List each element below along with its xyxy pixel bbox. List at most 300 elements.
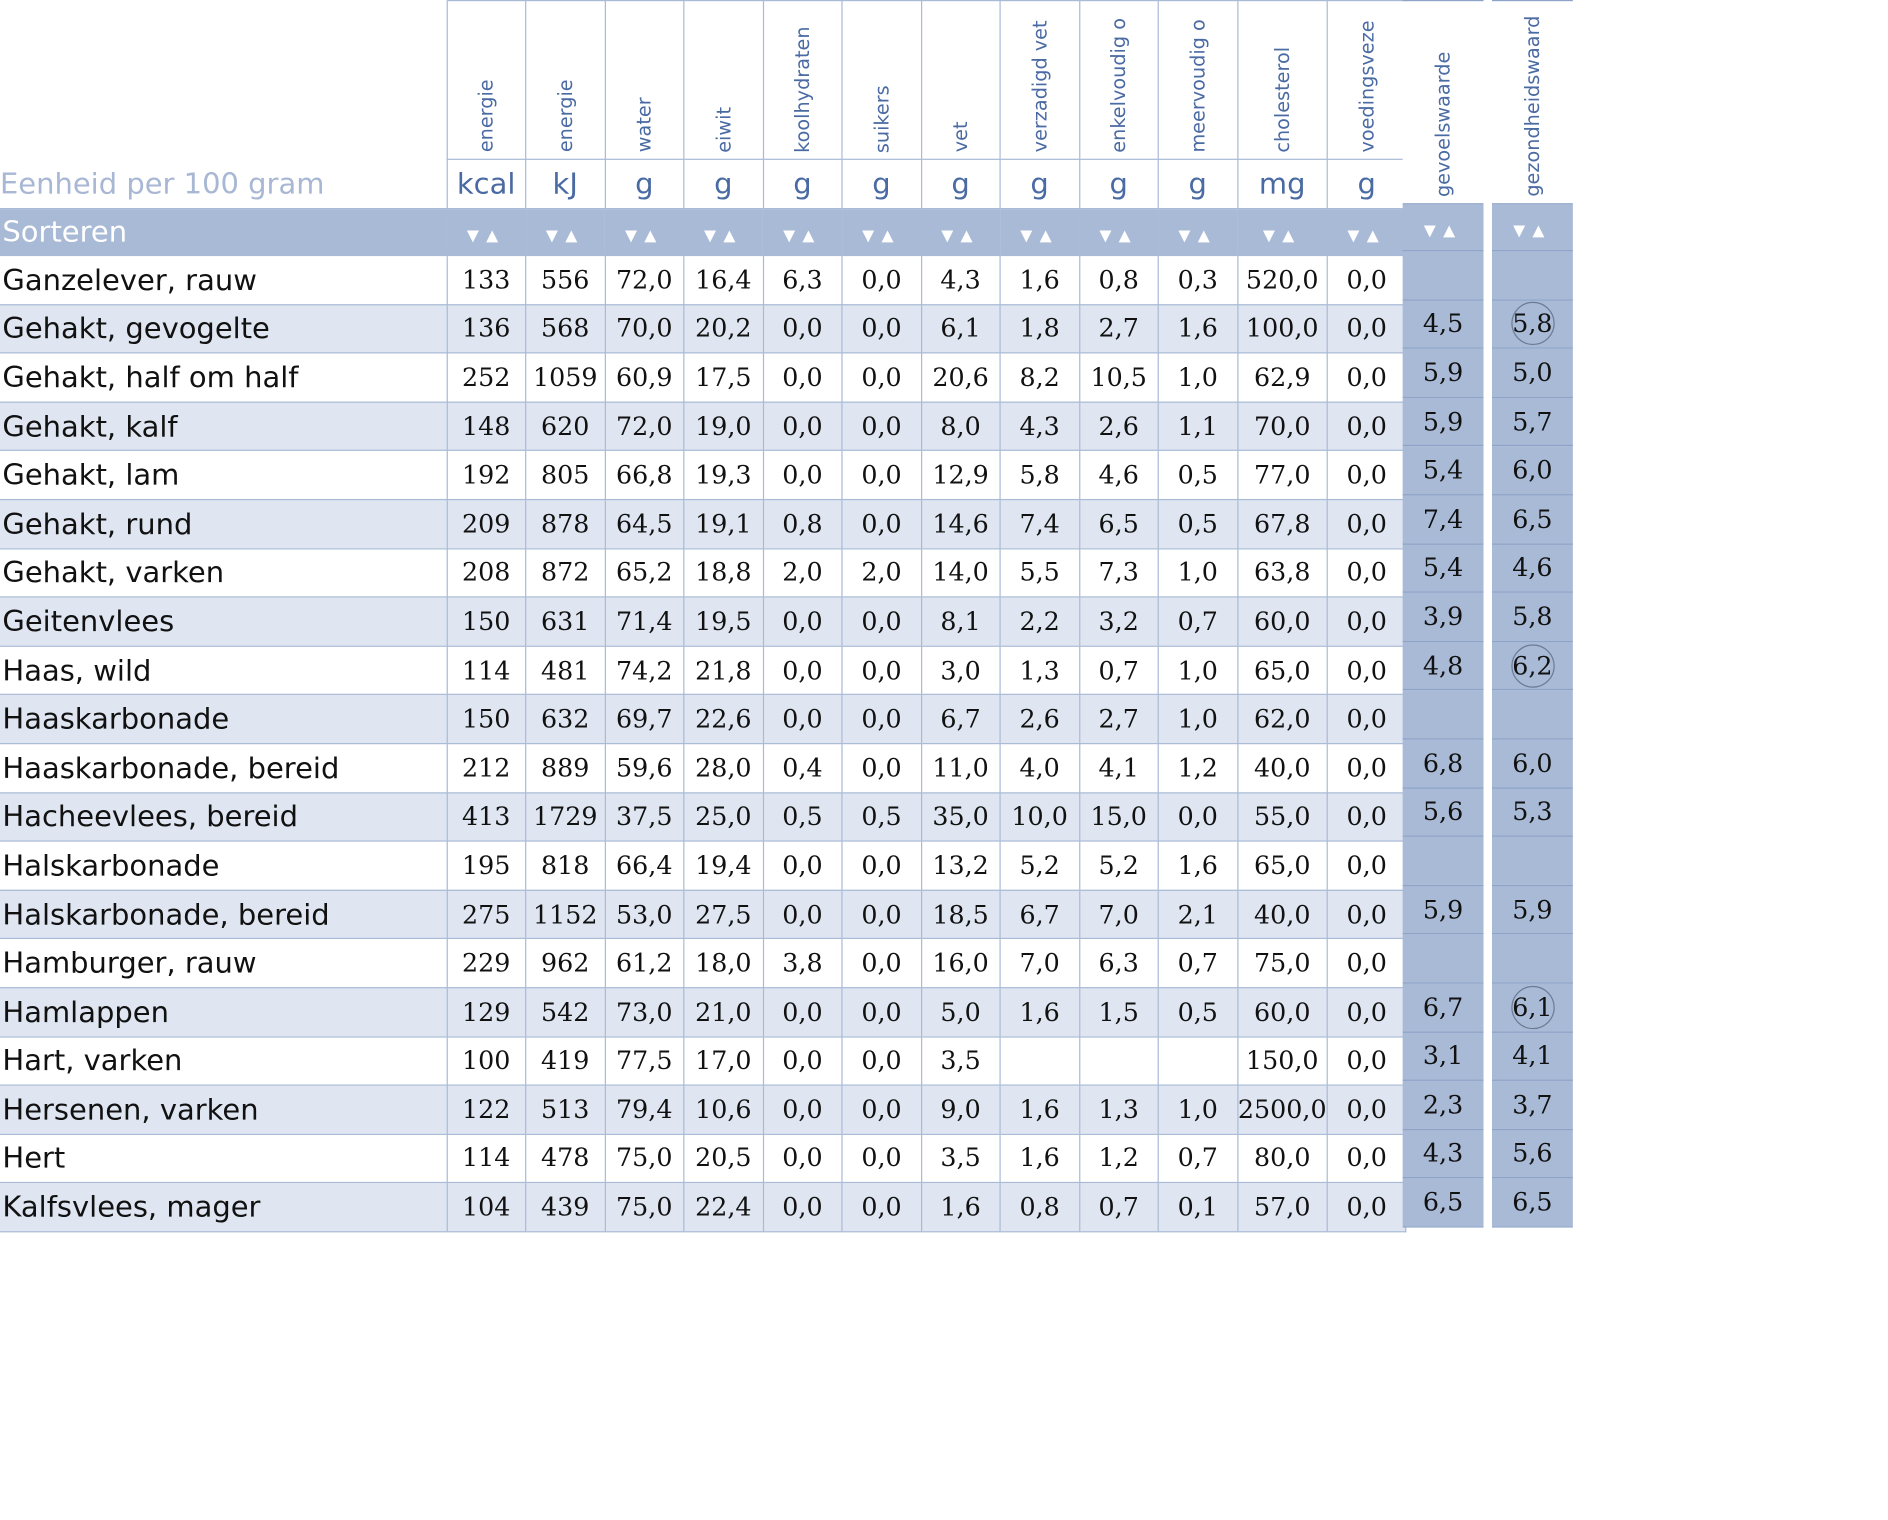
gezondheidswaarde-cell: 6,5 — [1492, 1178, 1573, 1227]
value-cell: 413 — [447, 792, 526, 841]
table-row — [0, 939, 1406, 988]
value-cell: 209 — [447, 500, 526, 549]
sort-cell — [1079, 209, 1158, 256]
value-cell: 19,5 — [684, 597, 763, 646]
score-row — [1403, 983, 1573, 1032]
value-cell: 0,0 — [1327, 1036, 1406, 1085]
value-cell: 129 — [447, 988, 526, 1037]
score-row — [1403, 348, 1573, 397]
value-cell: 20,2 — [684, 304, 763, 353]
value-cell: 18,0 — [684, 939, 763, 988]
value-cell: 75,0 — [605, 1134, 684, 1183]
value-cell: 6,7 — [1000, 890, 1079, 939]
value-cell: 192 — [447, 451, 526, 500]
value-cell: 4,0 — [1000, 744, 1079, 793]
gezondheidswaarde-cell: 5,9 — [1492, 885, 1573, 934]
value-cell: 53,0 — [605, 890, 684, 939]
sort-toggle-icon[interactable]: ▼▲ — [624, 227, 664, 246]
value-cell: 1,0 — [1158, 548, 1237, 597]
value-cell: 20,6 — [921, 353, 1000, 402]
gevoelswaarde-cell: 6,5 — [1403, 1178, 1484, 1227]
value-cell: 872 — [526, 548, 605, 597]
food-name: Gehakt, varken — [0, 548, 447, 597]
value-cell: 7,0 — [1079, 890, 1158, 939]
value-cell: 6,7 — [921, 695, 1000, 744]
value-cell: 10,6 — [684, 1085, 763, 1134]
value-cell: 0,0 — [763, 890, 842, 939]
gevoelswaarde-cell: 5,6 — [1403, 788, 1484, 837]
value-cell: 7,3 — [1079, 548, 1158, 597]
value-cell: 20,5 — [684, 1134, 763, 1183]
value-cell: 0,0 — [1327, 792, 1406, 841]
value-cell: 148 — [447, 402, 526, 451]
value-cell: 0,0 — [842, 890, 921, 939]
value-cell: 61,2 — [605, 939, 684, 988]
gezondheidswaarde-cell — [1492, 836, 1573, 885]
sort-label: Sorteren — [0, 209, 447, 256]
score-gap — [1484, 251, 1492, 300]
value-cell: 0,5 — [1158, 451, 1237, 500]
value-cell: 3,2 — [1079, 597, 1158, 646]
gezondheidswaarde-cell: 3,7 — [1492, 1080, 1573, 1129]
score-gap — [1484, 446, 1492, 495]
value-cell: 2,2 — [1000, 597, 1079, 646]
value-cell: 1,6 — [1000, 255, 1079, 304]
value-cell: 0,0 — [1327, 646, 1406, 695]
value-cell: 0,4 — [763, 744, 842, 793]
value-cell: 0,7 — [1158, 1134, 1237, 1183]
column-header-label: eiwit — [711, 106, 735, 153]
value-cell: 63,8 — [1237, 548, 1327, 597]
sort-cell — [1237, 209, 1327, 256]
gevoelswaarde-cell: 5,4 — [1403, 544, 1484, 593]
value-cell: 6,1 — [921, 304, 1000, 353]
value-cell: 5,8 — [1000, 451, 1079, 500]
value-cell: 0,0 — [1327, 939, 1406, 988]
value-cell: 19,1 — [684, 500, 763, 549]
value-cell: 195 — [447, 841, 526, 890]
value-cell: 8,2 — [1000, 353, 1079, 402]
value-cell: 100,0 — [1237, 304, 1327, 353]
value-cell: 3,5 — [921, 1134, 1000, 1183]
value-cell: 0,0 — [1327, 548, 1406, 597]
sort-cell — [1492, 204, 1573, 251]
value-cell: 16,0 — [921, 939, 1000, 988]
value-cell: 65,0 — [1237, 646, 1327, 695]
value-cell: 0,0 — [842, 402, 921, 451]
value-cell: 208 — [447, 548, 526, 597]
gezondheidswaarde-cell: 6,5 — [1492, 495, 1573, 544]
table-row — [0, 1085, 1406, 1134]
unit-cell: g — [763, 159, 842, 208]
value-cell: 28,0 — [684, 744, 763, 793]
value-cell: 1,6 — [1158, 304, 1237, 353]
food-name: Hersenen, varken — [0, 1085, 447, 1134]
value-cell: 0,8 — [763, 500, 842, 549]
value-cell: 439 — [526, 1183, 605, 1232]
food-name: Hamlappen — [0, 988, 447, 1037]
value-cell: 0,0 — [842, 597, 921, 646]
sort-cell — [605, 209, 684, 256]
gevoelswaarde-cell: 5,9 — [1403, 348, 1484, 397]
column-header — [1079, 1, 1158, 160]
value-cell: 1059 — [526, 353, 605, 402]
sort-toggle-icon[interactable]: ▼▲ — [466, 227, 506, 246]
value-cell: 542 — [526, 988, 605, 1037]
table-row — [0, 500, 1406, 549]
unit-cell: kcal — [447, 159, 526, 208]
sort-cell — [1403, 204, 1484, 251]
value-cell: 0,8 — [1000, 1183, 1079, 1232]
value-cell: 13,2 — [921, 841, 1000, 890]
value-cell: 6,3 — [763, 255, 842, 304]
value-cell: 1,0 — [1158, 646, 1237, 695]
value-cell: 0,0 — [842, 646, 921, 695]
score-row — [1403, 251, 1573, 300]
value-cell: 122 — [447, 1085, 526, 1134]
value-cell: 19,4 — [684, 841, 763, 890]
column-header — [605, 1, 684, 160]
table-row — [0, 841, 1406, 890]
table-row — [0, 597, 1406, 646]
value-cell: 0,3 — [1158, 255, 1237, 304]
value-cell: 818 — [526, 841, 605, 890]
sort-toggle-icon[interactable]: ▼▲ — [545, 227, 585, 246]
gezondheidswaarde-cell: 5,0 — [1492, 348, 1573, 397]
value-cell: 1,2 — [1079, 1134, 1158, 1183]
score-gap — [1484, 983, 1492, 1032]
sort-cell — [1000, 209, 1079, 256]
value-cell: 1,3 — [1000, 646, 1079, 695]
value-cell: 1,6 — [1000, 988, 1079, 1037]
value-cell: 59,6 — [605, 744, 684, 793]
sort-toggle-icon[interactable]: ▼▲ — [1513, 222, 1552, 241]
value-cell: 4,3 — [921, 255, 1000, 304]
value-cell: 21,8 — [684, 646, 763, 695]
value-cell: 0,0 — [763, 841, 842, 890]
food-name: Gehakt, lam — [0, 451, 447, 500]
value-cell: 0,1 — [1158, 1183, 1237, 1232]
value-cell: 1,5 — [1079, 988, 1158, 1037]
value-cell: 0,0 — [842, 695, 921, 744]
food-name: Gehakt, gevogelte — [0, 304, 447, 353]
value-cell: 620 — [526, 402, 605, 451]
value-cell: 632 — [526, 695, 605, 744]
food-name: Gehakt, rund — [0, 500, 447, 549]
value-cell: 1,6 — [921, 1183, 1000, 1232]
score-row — [1403, 836, 1573, 885]
value-cell: 0,0 — [763, 988, 842, 1037]
score-gap — [1484, 788, 1492, 837]
value-cell: 21,0 — [684, 988, 763, 1037]
value-cell: 40,0 — [1237, 890, 1327, 939]
value-cell: 57,0 — [1237, 1183, 1327, 1232]
value-cell: 0,0 — [842, 304, 921, 353]
column-header — [526, 1, 605, 160]
value-cell: 0,0 — [1327, 1134, 1406, 1183]
table-row — [0, 792, 1406, 841]
sort-toggle-icon[interactable]: ▼▲ — [1020, 227, 1059, 246]
value-cell: 0,0 — [1327, 890, 1406, 939]
table-row — [0, 646, 1406, 695]
value-cell: 0,0 — [763, 597, 842, 646]
value-cell: 67,8 — [1237, 500, 1327, 549]
value-cell: 0,0 — [763, 353, 842, 402]
value-cell: 0,0 — [763, 1036, 842, 1085]
value-cell: 0,0 — [1327, 500, 1406, 549]
column-header — [1237, 1, 1327, 160]
value-cell: 1152 — [526, 890, 605, 939]
value-cell: 18,5 — [921, 890, 1000, 939]
value-cell: 1,1 — [1158, 402, 1237, 451]
sort-toggle-icon[interactable]: ▼▲ — [704, 227, 743, 246]
score-gap — [1484, 299, 1492, 348]
value-cell: 0,0 — [1327, 841, 1406, 890]
unit-cell: kJ — [526, 159, 605, 208]
value-cell: 4,1 — [1079, 744, 1158, 793]
gevoelswaarde-cell: 5,9 — [1403, 885, 1484, 934]
score-row — [1403, 1032, 1573, 1081]
value-cell: 9,0 — [921, 1085, 1000, 1134]
value-cell: 0,0 — [842, 451, 921, 500]
value-cell: 62,9 — [1237, 353, 1327, 402]
score-gap — [1484, 690, 1492, 739]
value-cell: 6,5 — [1079, 500, 1158, 549]
value-cell: 65,2 — [605, 548, 684, 597]
unit-cell: g — [1079, 159, 1158, 208]
value-cell: 0,0 — [763, 1134, 842, 1183]
value-cell: 568 — [526, 304, 605, 353]
score-gap — [1484, 1129, 1492, 1178]
gezondheidswaarde-cell: 4,1 — [1492, 1032, 1573, 1081]
column-header — [1327, 1, 1406, 160]
value-cell: 556 — [526, 255, 605, 304]
unit-cell: g — [1327, 159, 1406, 208]
value-cell: 12,9 — [921, 451, 1000, 500]
sort-cell — [684, 209, 763, 256]
sort-toggle-icon[interactable]: ▼▲ — [862, 227, 901, 246]
value-cell: 72,0 — [605, 402, 684, 451]
value-cell: 0,0 — [842, 500, 921, 549]
score-row — [1403, 739, 1573, 788]
value-cell: 0,0 — [1327, 255, 1406, 304]
table-row — [0, 988, 1406, 1037]
food-name: Haas, wild — [0, 646, 447, 695]
value-cell: 4,3 — [1000, 402, 1079, 451]
value-cell: 15,0 — [1079, 792, 1158, 841]
value-cell: 3,0 — [921, 646, 1000, 695]
value-cell: 77,5 — [605, 1036, 684, 1085]
table-row — [0, 402, 1406, 451]
circled-value: 6,2 — [1511, 644, 1554, 687]
value-cell: 8,1 — [921, 597, 1000, 646]
value-cell: 0,7 — [1079, 646, 1158, 695]
score-gap — [1484, 885, 1492, 934]
value-cell: 0,7 — [1158, 939, 1237, 988]
table-row — [0, 695, 1406, 744]
sort-cell — [763, 209, 842, 256]
value-cell: 64,5 — [605, 500, 684, 549]
value-cell: 0,0 — [842, 1134, 921, 1183]
food-name: Halskarbonade, bereid — [0, 890, 447, 939]
value-cell: 481 — [526, 646, 605, 695]
column-header — [1000, 1, 1079, 160]
value-cell: 35,0 — [921, 792, 1000, 841]
column-name-row — [0, 1, 1406, 160]
food-name: Halskarbonade — [0, 841, 447, 890]
score-gap — [1484, 544, 1492, 593]
gevoelswaarde-cell — [1403, 934, 1484, 983]
value-cell: 252 — [447, 353, 526, 402]
value-cell: 114 — [447, 646, 526, 695]
unit-cell: g — [1000, 159, 1079, 208]
column-header-label: enkelvoudig o — [1107, 18, 1131, 153]
value-cell: 962 — [526, 939, 605, 988]
value-cell: 4,6 — [1079, 451, 1158, 500]
score-gap — [1484, 204, 1492, 251]
score-row — [1403, 299, 1573, 348]
column-header-label: vet — [949, 121, 973, 153]
column-header-label: verzadigd vet — [1028, 20, 1052, 153]
value-cell: 25,0 — [684, 792, 763, 841]
column-header-label: koolhydraten — [790, 26, 814, 153]
value-cell: 878 — [526, 500, 605, 549]
sort-toggle-icon[interactable]: ▼▲ — [1262, 227, 1302, 246]
table-row — [0, 548, 1406, 597]
value-cell: 1,3 — [1079, 1085, 1158, 1134]
score-gap — [1484, 1178, 1492, 1227]
value-cell: 100 — [447, 1036, 526, 1085]
value-cell: 27,5 — [684, 890, 763, 939]
value-cell: 0,0 — [1327, 1183, 1406, 1232]
value-cell: 1,6 — [1158, 841, 1237, 890]
value-cell: 7,0 — [1000, 939, 1079, 988]
food-name: Geitenvlees — [0, 597, 447, 646]
value-cell: 70,0 — [1237, 402, 1327, 451]
column-header — [1158, 1, 1237, 160]
gevoelswaarde-cell: 6,8 — [1403, 739, 1484, 788]
value-cell: 0,0 — [1327, 695, 1406, 744]
score-sort-row — [1403, 204, 1573, 251]
score-column-header — [1492, 1, 1573, 204]
value-cell: 0,0 — [842, 1183, 921, 1232]
gevoelswaarde-cell — [1403, 836, 1484, 885]
value-cell: 14,6 — [921, 500, 1000, 549]
gezondheidswaarde-cell: 6,0 — [1492, 739, 1573, 788]
value-cell: 1,8 — [1000, 304, 1079, 353]
value-cell: 16,4 — [684, 255, 763, 304]
value-cell: 0,0 — [763, 402, 842, 451]
value-cell: 70,0 — [605, 304, 684, 353]
value-cell: 79,4 — [605, 1085, 684, 1134]
column-header — [842, 1, 921, 160]
sort-toggle-icon[interactable]: ▼▲ — [1347, 227, 1387, 246]
gezondheidswaarde-cell — [1492, 983, 1573, 1032]
value-cell: 1,2 — [1158, 744, 1237, 793]
value-cell: 0,0 — [1327, 451, 1406, 500]
gevoelswaarde-cell: 5,4 — [1403, 446, 1484, 495]
value-cell: 71,4 — [605, 597, 684, 646]
sort-cell — [447, 209, 526, 256]
food-name: Hacheevlees, bereid — [0, 792, 447, 841]
gezondheidswaarde-cell: 4,6 — [1492, 544, 1573, 593]
value-cell: 136 — [447, 304, 526, 353]
score-row — [1403, 788, 1573, 837]
value-cell: 0,0 — [842, 255, 921, 304]
value-cell: 65,0 — [1237, 841, 1327, 890]
unit-cell: mg — [1237, 159, 1327, 208]
table-row — [0, 744, 1406, 793]
value-cell: 1,0 — [1158, 353, 1237, 402]
score-gap — [1484, 348, 1492, 397]
score-row — [1403, 397, 1573, 446]
sort-cell — [1158, 209, 1237, 256]
food-name: Hart, varken — [0, 1036, 447, 1085]
value-cell: 7,4 — [1000, 500, 1079, 549]
score-gap — [1484, 836, 1492, 885]
sort-row — [0, 209, 1406, 256]
sort-toggle-icon[interactable]: ▼▲ — [1178, 227, 1218, 246]
column-header-label: water — [632, 97, 656, 153]
value-cell: 0,5 — [1158, 500, 1237, 549]
sort-toggle-icon[interactable]: ▼▲ — [783, 227, 822, 246]
value-cell — [1000, 1036, 1079, 1085]
score-row — [1403, 446, 1573, 495]
value-cell: 55,0 — [1237, 792, 1327, 841]
value-cell: 11,0 — [921, 744, 1000, 793]
gevoelswaarde-cell: 4,5 — [1403, 299, 1484, 348]
table-row — [0, 304, 1406, 353]
value-cell: 0,0 — [763, 695, 842, 744]
food-name: Hamburger, rauw — [0, 939, 447, 988]
value-cell: 74,2 — [605, 646, 684, 695]
score-row — [1403, 641, 1573, 690]
value-cell: 2500,0 — [1237, 1085, 1327, 1134]
sort-toggle-icon[interactable]: ▼▲ — [1423, 222, 1463, 241]
value-cell: 0,0 — [763, 1183, 842, 1232]
value-cell: 14,0 — [921, 548, 1000, 597]
unit-cell: g — [921, 159, 1000, 208]
circled-value: 5,8 — [1511, 302, 1554, 345]
food-name: Ganzelever, rauw — [0, 255, 447, 304]
gevoelswaarde-cell — [1403, 251, 1484, 300]
gezondheidswaarde-cell: 5,7 — [1492, 397, 1573, 446]
value-cell: 805 — [526, 451, 605, 500]
value-cell: 114 — [447, 1134, 526, 1183]
value-cell: 37,5 — [605, 792, 684, 841]
gevoelswaarde-cell: 4,3 — [1403, 1129, 1484, 1178]
food-name: Haaskarbonade — [0, 695, 447, 744]
sort-toggle-icon[interactable]: ▼▲ — [1099, 227, 1138, 246]
value-cell: 18,8 — [684, 548, 763, 597]
score-header-row — [1403, 1, 1573, 204]
value-cell: 72,0 — [605, 255, 684, 304]
value-cell: 17,5 — [684, 353, 763, 402]
sort-toggle-icon[interactable]: ▼▲ — [941, 227, 980, 246]
gevoelswaarde-cell: 7,4 — [1403, 495, 1484, 544]
value-cell: 0,0 — [842, 353, 921, 402]
food-name: Hert — [0, 1134, 447, 1183]
unit-cell: g — [1158, 159, 1237, 208]
gezondheidswaarde-cell: 5,8 — [1492, 592, 1573, 641]
column-header-label: cholesterol — [1270, 46, 1294, 153]
score-row — [1403, 1129, 1573, 1178]
score-row — [1403, 1178, 1573, 1227]
value-cell: 40,0 — [1237, 744, 1327, 793]
score-table — [1403, 0, 1573, 1227]
score-gap — [1484, 1032, 1492, 1081]
food-name: Kalfsvlees, mager — [0, 1183, 447, 1232]
